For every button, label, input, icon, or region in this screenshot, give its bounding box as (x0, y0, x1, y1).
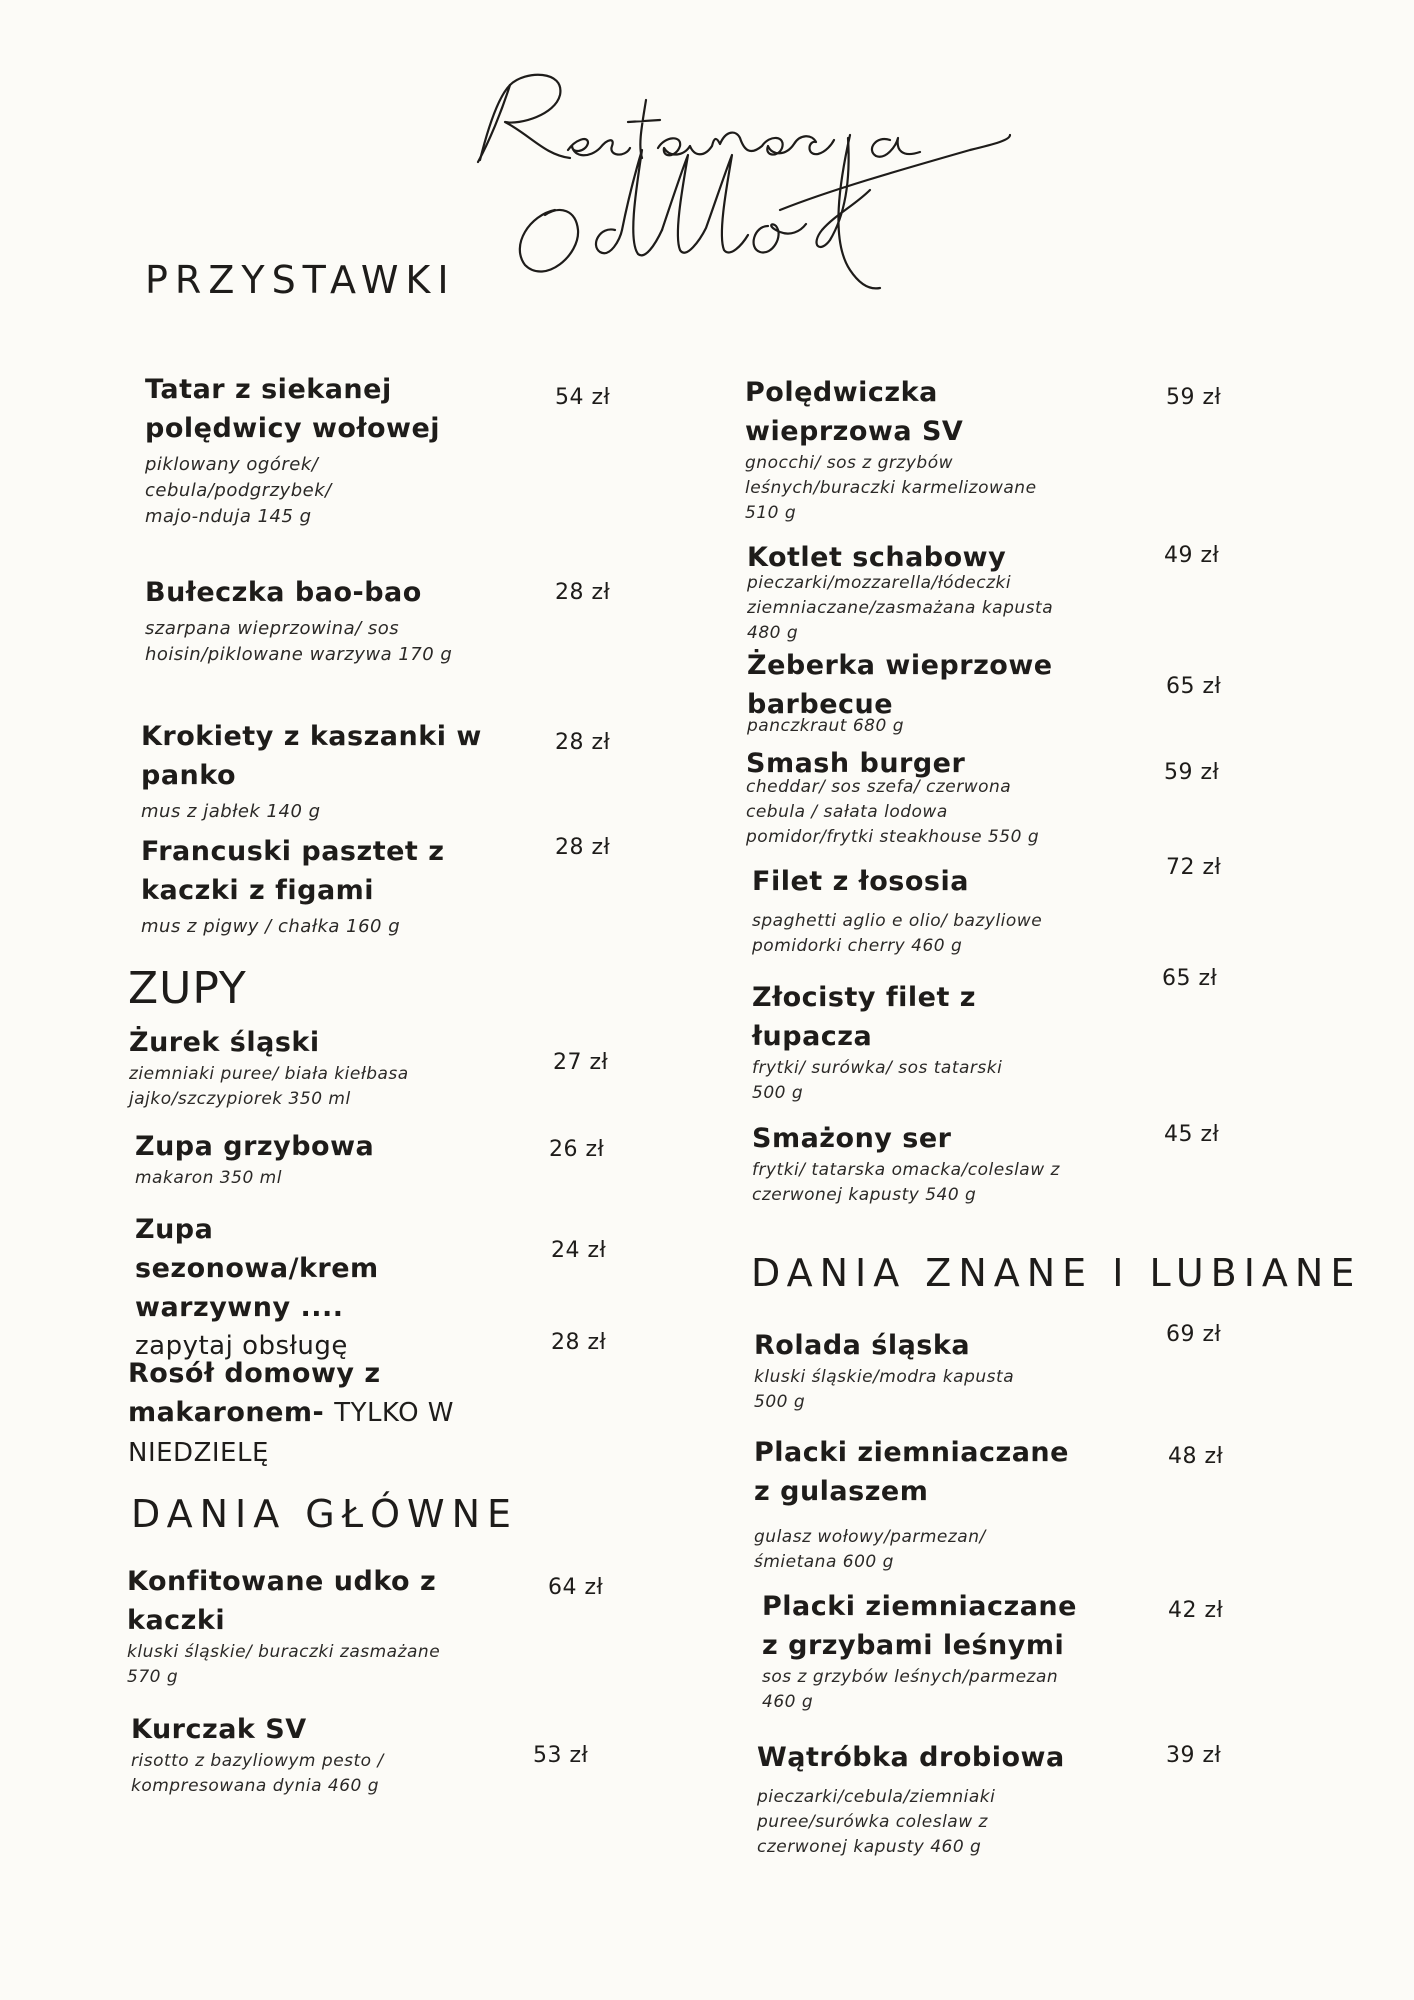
menu-item (128, 1354, 468, 1473)
dish-description: sos z grzybów leśnych/parmezan 460 g (762, 1667, 1059, 1712)
dish-price: 59 zł (1164, 760, 1220, 785)
dish-price: 27 zł (553, 1050, 609, 1075)
section-title-zupy: ZUPY (128, 963, 247, 1014)
logo-script (450, 40, 1030, 340)
dish-name: Kurczak SV (131, 1714, 307, 1745)
menu-item (127, 1562, 487, 1690)
dish-price: 42 zł (1168, 1598, 1224, 1623)
dish-name: Polędwiczka wieprzowa SV (745, 377, 964, 447)
dish-name: Krokiety z kaszanki w panko (141, 721, 482, 791)
menu-item (129, 1023, 489, 1112)
menu-item (747, 538, 1077, 646)
dish-name: Bułeczka bao-bao (145, 577, 422, 608)
dish-description: szarpana wieprzowina/ sos hoisin/piklowane warzywa 170 g (145, 618, 453, 665)
restaurant-logo (450, 40, 1030, 340)
dish-price: 59 zł (1166, 385, 1222, 410)
menu-item (752, 1119, 1082, 1208)
menu-item (747, 646, 1077, 739)
dish-note: zapytaj obsługę (135, 1331, 348, 1361)
dish-price: 45 zł (1164, 1122, 1220, 1147)
dish-description: makaron 350 ml (135, 1168, 282, 1188)
dish-description: gnocchi/ sos z grzybów leśnych/buraczki karmelizowane 510 g (745, 453, 1037, 523)
dish-name: Smash burger (746, 748, 966, 779)
dish-name: Rolada śląska (754, 1330, 971, 1361)
dish-price: 65 zł (1162, 966, 1218, 991)
menu-item (745, 373, 1075, 526)
dish-name: Zupa sezonowa/krem warzywny .... (135, 1214, 379, 1323)
menu-item (145, 370, 505, 530)
dish-price: 72 zł (1166, 855, 1222, 880)
dish-name: Rosół domowy z makaronem- (128, 1358, 381, 1428)
dish-price: 65 zł (1166, 674, 1222, 699)
dish-name: Filet z łososia (752, 866, 969, 897)
dish-price: 49 zł (1164, 543, 1220, 568)
dish-description: mus z jabłek 140 g (141, 801, 321, 822)
menu-item (746, 744, 1076, 850)
dish-name: Smażony ser (752, 1123, 952, 1154)
dish-name: Złocisty filet z łupacza (752, 982, 976, 1052)
dish-description: pieczarki/mozzarella/łódeczki ziemniaczane/zasmażana kapusta 480 g (747, 573, 1054, 643)
dish-description: spaghetti aglio e olio/ bazyliowe pomidorki cherry 460 g (752, 911, 1043, 956)
dish-name: Placki ziemniaczane z grzybami leśnymi (762, 1591, 1077, 1661)
dish-price: 28 zł (555, 835, 611, 860)
dish-name: Placki ziemniaczane z gulaszem (754, 1437, 1069, 1507)
menu-item (141, 717, 501, 825)
dish-name: Zupa grzybowa (135, 1131, 375, 1162)
dish-name: Kotlet schabowy (747, 542, 1007, 573)
dish-price: 48 zł (1168, 1444, 1224, 1469)
dish-note: TYLKO W NIEDZIELĘ (128, 1398, 455, 1468)
dish-name: Żeberka wieprzowe barbecue (747, 650, 1053, 720)
dish-price: 24 zł (551, 1238, 607, 1263)
dish-name: Tatar z siekanej polędwicy wołowej (145, 374, 441, 444)
dish-name: Żurek śląski (129, 1027, 320, 1058)
dish-name: Konfitowane udko z kaczki (127, 1566, 437, 1636)
dish-price: 54 zł (555, 385, 611, 410)
dish-name: Wątróbka drobiowa (757, 1742, 1065, 1773)
dish-price: 39 zł (1166, 1743, 1222, 1768)
section-title-dania-znane: DANIA ZNANE I LUBIANE (751, 1251, 1362, 1295)
menu-item (141, 832, 501, 940)
menu-item (752, 862, 1082, 959)
menu-item (145, 573, 505, 668)
dish-description: frytki/ tatarska omacka/coleslaw z czerwonej kapusty 540 g (752, 1160, 1060, 1205)
dish-price: 26 zł (549, 1137, 605, 1162)
dish-description: risotto z bazyliowym pesto / kompresowana dynia 460 g (131, 1751, 384, 1796)
dish-price: 28 zł (551, 1330, 607, 1355)
menu-item (757, 1738, 1097, 1860)
menu-item (135, 1210, 465, 1365)
section-title-dania-glowne: DANIA GŁÓWNE (131, 1492, 519, 1536)
menu-item (762, 1587, 1102, 1715)
dish-description: panczkraut 680 g (747, 716, 904, 736)
section-title-przystawki: PRZYSTAWKI (145, 258, 456, 302)
dish-description: ziemniaki puree/ biała kiełbasa jajko/szczypiorek 350 ml (129, 1064, 409, 1109)
menu-item (754, 1326, 1084, 1415)
dish-description: piklowany ogórek/ cebula/podgrzybek/ majo-nduja 145 g (145, 454, 332, 527)
dish-description: cheddar/ sos szefa/ czerwona cebula / sałata lodowa pomidor/frytki steakhouse 550 g (746, 777, 1040, 847)
dish-description: gulasz wołowy/parmezan/ śmietana 600 g (754, 1527, 986, 1572)
dish-name: Francuski pasztet z kaczki z figami (141, 836, 445, 906)
dish-description: mus z pigwy / chałka 160 g (141, 916, 401, 937)
dish-price: 28 zł (555, 580, 611, 605)
dish-price: 69 zł (1166, 1322, 1222, 1347)
dish-price: 64 zł (548, 1575, 604, 1600)
menu-item (754, 1433, 1084, 1575)
menu-item (752, 978, 1082, 1106)
dish-description: kluski śląskie/ buraczki zasmażane 570 g (127, 1642, 441, 1687)
menu-item (135, 1127, 495, 1191)
dish-description: pieczarki/cebula/ziemniaki puree/surówka coleslaw z czerwonej kapusty 460 g (757, 1787, 996, 1857)
dish-price: 53 zł (533, 1743, 589, 1768)
dish-price: 28 zł (555, 730, 611, 755)
dish-description: kluski śląskie/modra kapusta 500 g (754, 1367, 1015, 1412)
dish-description: frytki/ surówka/ sos tatarski 500 g (752, 1058, 1003, 1103)
menu-item (131, 1710, 491, 1799)
